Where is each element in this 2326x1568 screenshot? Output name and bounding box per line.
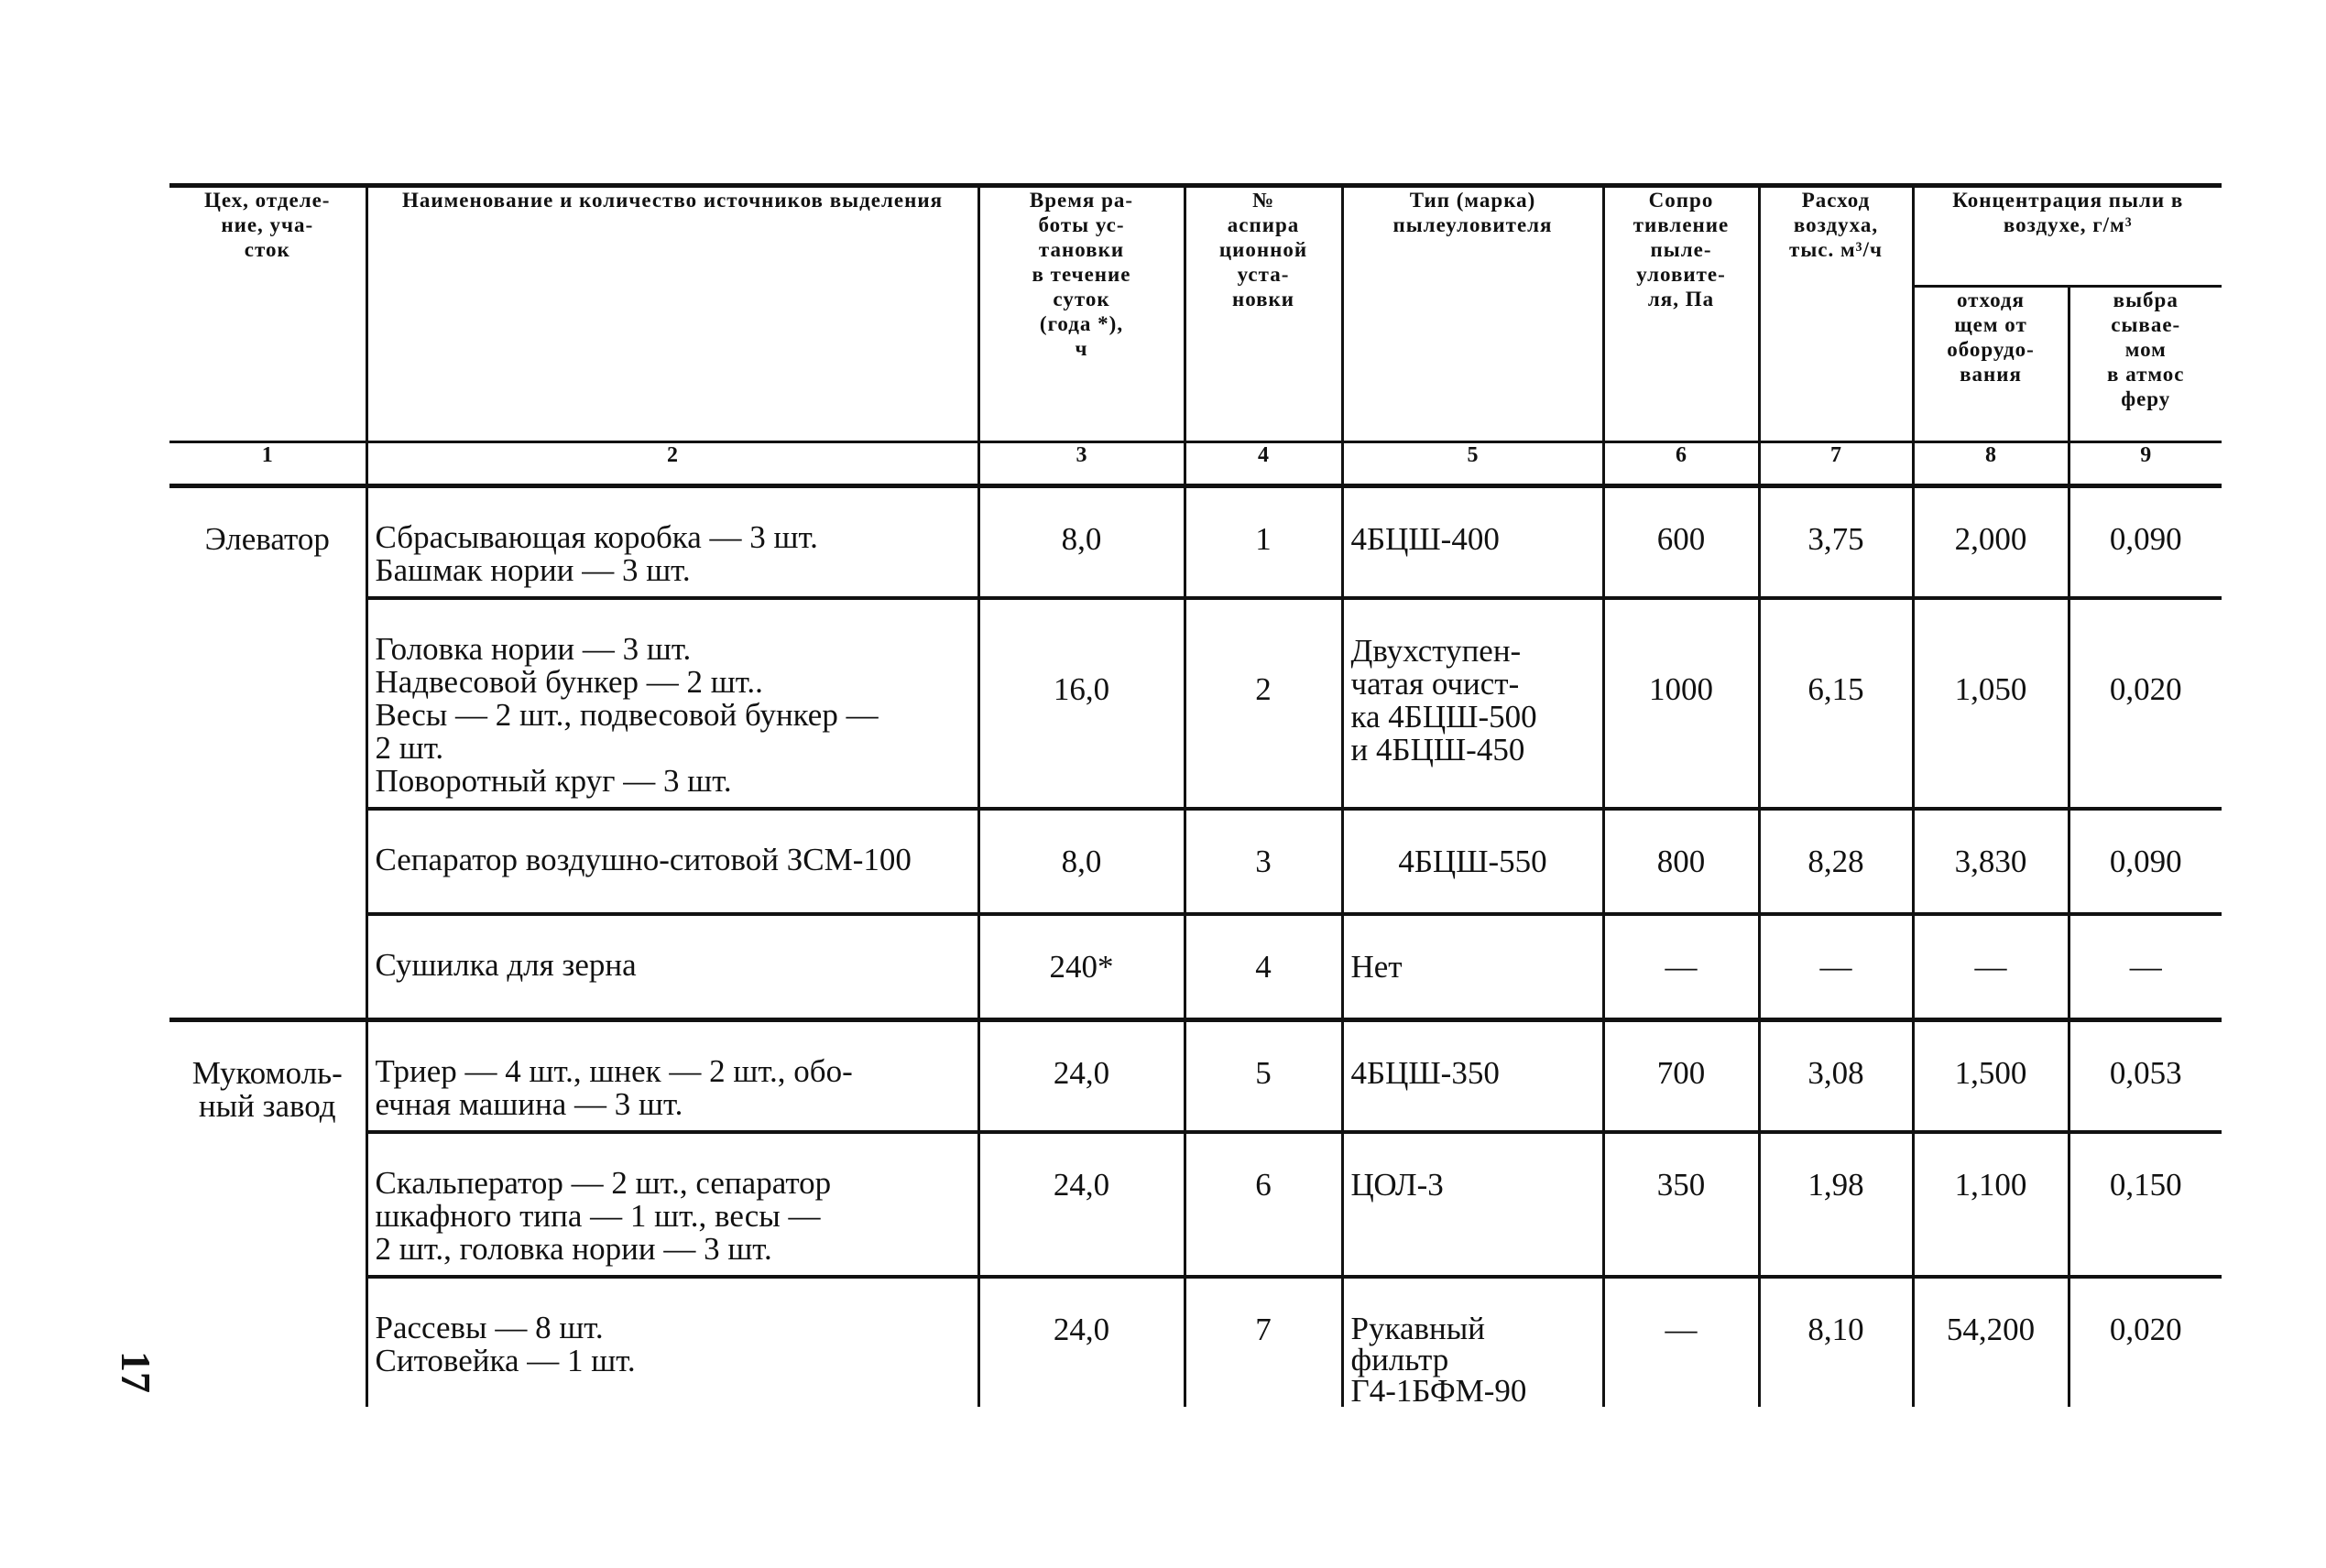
- source-cell: Сепаратор воздушно-ситовой ЗСМ-100: [366, 809, 978, 914]
- time-cell: 24,0: [978, 1277, 1185, 1407]
- conc-out-cell: 0,020: [2069, 598, 2222, 809]
- table-body: [169, 486, 2222, 1407]
- source-cell: Скальператор — 2 шт., сепаратор шкафного типа — 1 шт., весы — 2 шт., головка нории — 3 шт.: [366, 1132, 978, 1277]
- time-cell: 16,0: [978, 598, 1185, 809]
- col-number: 4: [1185, 442, 1342, 486]
- header-resistance: Сопро тивление пыле- уловите- ля, Па: [1603, 186, 1759, 442]
- header-source: Наименование и количество источников выделения: [366, 186, 978, 442]
- col-number: 8: [1913, 442, 2069, 486]
- conc-out-cell: —: [2069, 914, 2222, 1019]
- table-row: [169, 486, 2222, 599]
- time-cell: 8,0: [978, 486, 1185, 599]
- table-header: [169, 186, 2222, 486]
- source-cell: Сбрасывающая коробка — 3 шт. Башмак нории — 3 шт.: [366, 486, 978, 599]
- source-cell: Рассевы — 8 шт. Ситовейка — 1 шт.: [366, 1277, 978, 1407]
- source-cell: Сушилка для зерна: [366, 914, 978, 1019]
- conc-out-cell: 0,020: [2069, 1277, 2222, 1407]
- table-row: [169, 809, 2222, 914]
- aspiration-no-cell: 6: [1185, 1132, 1342, 1277]
- aspiration-no-cell: 5: [1185, 1019, 1342, 1132]
- header-air-flow: Расход воздуха, тыс. м³/ч: [1759, 186, 1913, 442]
- conc-in-cell: 1,500: [1913, 1019, 2069, 1132]
- table-row: [169, 1277, 2222, 1407]
- type-cell: 4БЦШ-400: [1342, 486, 1603, 599]
- header-dust-collector-type: Тип (марка) пылеуловителя: [1342, 186, 1603, 442]
- col-number: 5: [1342, 442, 1603, 486]
- header-conc-atmosphere: выбра сывае- мом в атмос феру: [2069, 287, 2222, 442]
- aspiration-no-cell: 3: [1185, 809, 1342, 914]
- type-cell: ЦОЛ-3: [1342, 1132, 1603, 1277]
- air-flow-cell: 8,10: [1759, 1277, 1913, 1407]
- col-number: 2: [366, 442, 978, 486]
- source-cell: Триер — 4 шт., шнек — 2 шт., обо- ечная машина — 3 шт.: [366, 1019, 978, 1132]
- resistance-cell: —: [1603, 914, 1759, 1019]
- header-dept: Цех, отделе- ние, уча- сток: [169, 186, 366, 442]
- resistance-cell: 600: [1603, 486, 1759, 599]
- conc-in-cell: —: [1913, 914, 2069, 1019]
- resistance-cell: 350: [1603, 1132, 1759, 1277]
- type-cell: Двухступен- чатая очист- ка 4БЦШ-500 и 4БЦШ-450: [1342, 598, 1603, 809]
- aspiration-no-cell: 4: [1185, 914, 1342, 1019]
- table-row: [169, 1019, 2222, 1132]
- table-row: [169, 1132, 2222, 1277]
- conc-out-cell: 0,053: [2069, 1019, 2222, 1132]
- time-cell: 24,0: [978, 1019, 1185, 1132]
- conc-in-cell: 3,830: [1913, 809, 2069, 914]
- air-flow-cell: 8,28: [1759, 809, 1913, 914]
- resistance-cell: 1000: [1603, 598, 1759, 809]
- type-cell: Рукавный фильтр Г4-1БФМ-90: [1342, 1277, 1603, 1407]
- page-number: 17: [113, 1351, 159, 1393]
- aspiration-no-cell: 7: [1185, 1277, 1342, 1407]
- source-cell: Головка нории — 3 шт. Надвесовой бункер — 2 шт.. Весы — 2 шт., подвесовой бункер — 2 шт. Поворотный круг — 3 шт.: [366, 598, 978, 809]
- conc-in-cell: 54,200: [1913, 1277, 2069, 1407]
- dust-emission-table: [169, 183, 2222, 1407]
- air-flow-cell: 3,75: [1759, 486, 1913, 599]
- resistance-cell: —: [1603, 1277, 1759, 1407]
- type-cell: 4БЦШ-350: [1342, 1019, 1603, 1132]
- header-time: Время ра- боты ус- тановки в течение суток (года *), ч: [978, 186, 1185, 442]
- air-flow-cell: 6,15: [1759, 598, 1913, 809]
- type-cell: Нет: [1342, 914, 1603, 1019]
- type-cell: 4БЦШ-550: [1342, 809, 1603, 914]
- table-row: [169, 598, 2222, 809]
- col-number: 6: [1603, 442, 1759, 486]
- aspiration-no-cell: 2: [1185, 598, 1342, 809]
- header-aspiration-no: № аспира ционной уста- новки: [1185, 186, 1342, 442]
- air-flow-cell: 3,08: [1759, 1019, 1913, 1132]
- time-cell: 8,0: [978, 809, 1185, 914]
- conc-out-cell: 0,090: [2069, 809, 2222, 914]
- conc-out-cell: 0,090: [2069, 486, 2222, 599]
- col-number: 9: [2069, 442, 2222, 486]
- table-row: [169, 914, 2222, 1019]
- header-concentration: Концентрация пыли в воздухе, г/м³: [1913, 186, 2222, 287]
- time-cell: 24,0: [978, 1132, 1185, 1277]
- col-number: 3: [978, 442, 1185, 486]
- time-cell: 240*: [978, 914, 1185, 1019]
- conc-in-cell: 1,100: [1913, 1132, 2069, 1277]
- header-conc-equipment: отходя щем от оборудо- вания: [1913, 287, 2069, 442]
- resistance-cell: 800: [1603, 809, 1759, 914]
- aspiration-no-cell: 1: [1185, 486, 1342, 599]
- conc-in-cell: 1,050: [1913, 598, 2069, 809]
- conc-out-cell: 0,150: [2069, 1132, 2222, 1277]
- dept-cell: Элеватор: [204, 521, 330, 557]
- dept-cell: Мукомоль- ный завод: [169, 1019, 366, 1407]
- col-number: 1: [169, 442, 366, 486]
- air-flow-cell: —: [1759, 914, 1913, 1019]
- col-number: 7: [1759, 442, 1913, 486]
- air-flow-cell: 1,98: [1759, 1132, 1913, 1277]
- resistance-cell: 700: [1603, 1019, 1759, 1132]
- conc-in-cell: 2,000: [1913, 486, 2069, 599]
